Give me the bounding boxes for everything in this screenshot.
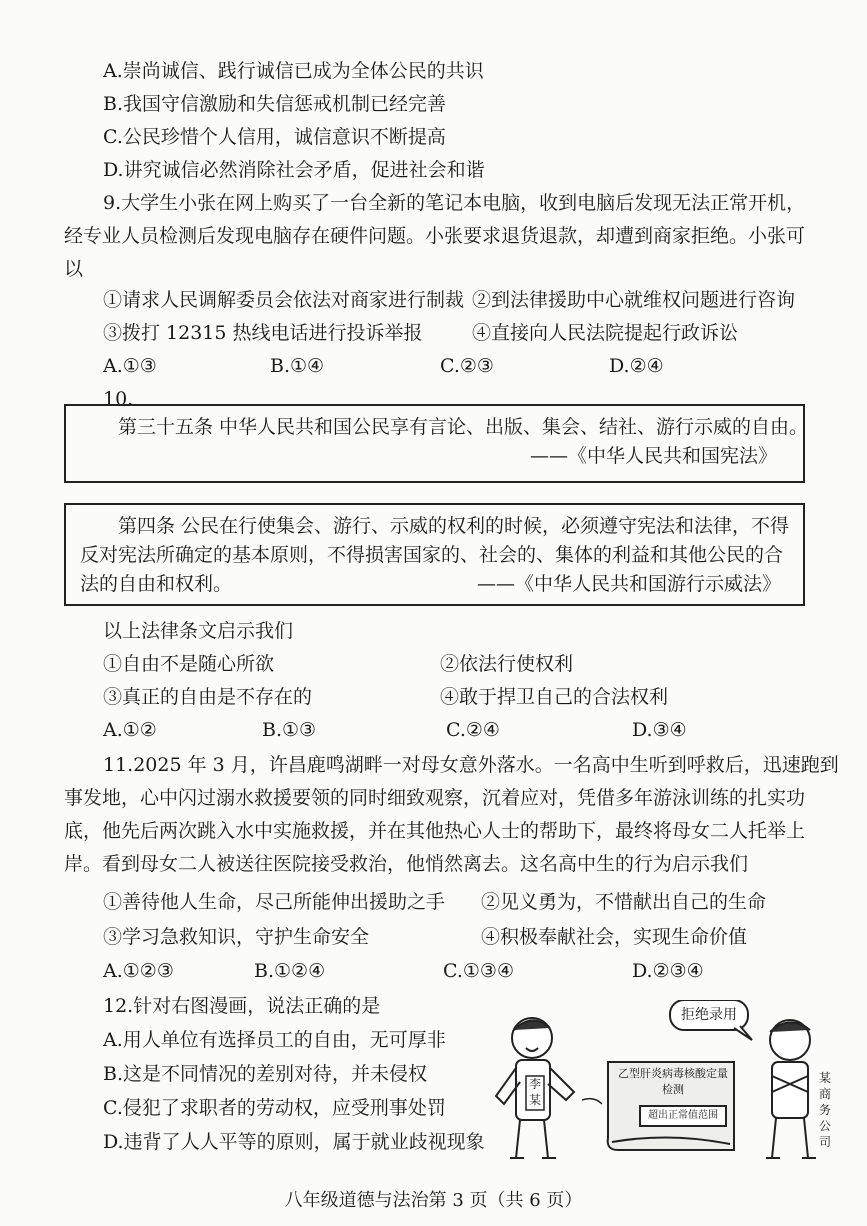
q10-assembly-law-line-1: 第四条 公民在行使集会、游行、示威的权利的时候，必须遵守宪法和法律，不得 [118,515,790,537]
q10-statement-2: ②依法行使权利 [440,653,574,675]
q9-choice-a: A.①③ [103,355,157,377]
q10-assembly-law-line-3: 法的自由和权利。 [80,573,233,595]
q11-stem-line-4: 岸。看到母女二人被送往医院接受救治，他悄然离去。这名高中生的行为启示我们 [64,853,749,875]
q11-statement-3: ③学习急救知识，守护生命安全 [103,926,370,948]
q10-statement-4: ④敢于捍卫自己的合法权利 [440,686,669,708]
q10-statement-3: ③真正的自由是不存在的 [103,686,313,708]
q11-choice-b: B.①②④ [254,960,326,982]
q11-statement-2: ②见义勇为，不惜献出自己的生命 [481,891,767,913]
q10-choice-a: A.①② [103,719,157,741]
q9-stem-line-3: 以 [64,258,84,280]
q8-option-c: C.公民珍惜个人信用，诚信意识不断提高 [103,126,446,148]
q12-option-c: C.侵犯了求职者的劳动权，应受刑事处罚 [103,1097,446,1119]
q10-constitution-source: ——《中华人民共和国宪法》 [529,445,777,467]
q10-choice-d: D.③④ [632,719,687,741]
q10-constitution-quote-box [64,404,809,483]
q9-stem-line-2: 经专业人员检测后发现电脑存在硬件问题。小张要求退货退款，却遭到商家拒绝。小张可 [64,225,806,247]
q10-number: 10. [103,388,134,410]
q9-statement-2: ②到法律援助中心就维权问题进行咨询 [472,289,796,311]
q10-assembly-law-source: ——《中华人民共和国游行示威法》 [476,573,781,595]
page-footer: 八年级道德与法治第 3 页（共 6 页） [284,1190,583,1211]
q12-option-b: B.这是不同情况的差别对待，并未侵权 [103,1063,428,1085]
q10-constitution-text: 第三十五条 中华人民共和国公民享有言论、出版、集会、结社、游行示威的自由。 [118,416,809,438]
q11-choice-c: C.①③④ [443,960,514,982]
comic-speech-bubble-text: 拒绝录用 [681,1007,737,1023]
q9-stem-line-1: 9.大学生小张在网上购买了一台全新的笔记本电脑，收到电脑后发现无法正常开机， [103,192,806,214]
q10-assembly-law-line-2: 反对宪法所确定的基本原则，不得损害国家的、社会的、集体的利益和其他公民的合 [80,544,784,566]
q11-stem-line-1: 11.2025 年 3 月，许昌鹿鸣湖畔一对母女意外落水。一名高中生听到呼救后，迅速跑到 [103,754,839,776]
q12-option-a: A.用人单位有选择员工的自由，无可厚非 [103,1029,446,1051]
q11-statement-1: ①善待他人生命，尽己所能伸出援助之手 [103,891,446,913]
q10-lead: 以上法律条文启示我们 [103,620,294,642]
q8-option-d: D.讲究诚信必然消除社会矛盾，促进社会和谐 [103,159,485,181]
q9-choice-c: C.②③ [440,355,494,377]
comic-company-label: 某商务公司 [818,1071,831,1149]
q11-statement-4: ④积极奉献社会，实现生命价值 [481,926,748,948]
q11-choice-a: A.①②③ [103,960,174,982]
q12-comic [490,1000,850,1165]
q9-choice-d: D.②④ [609,355,664,377]
q10-assembly-law-quote-box [64,503,805,606]
q9-statement-1: ①请求人民调解委员会依法对商家进行制裁 [103,289,465,311]
q8-option-a: A.崇尚诚信、践行诚信已成为全体公民的共识 [103,60,484,82]
comic-report-title: 乙型肝炎病毒核酸定量检测 [618,1067,728,1096]
q9-choice-b: B.①④ [270,355,325,377]
q10-choice-b: B.①③ [262,719,317,741]
q9-statement-3: ③拨打 12315 热线电话进行投诉举报 [103,322,423,344]
q12-stem: 12.针对右图漫画，说法正确的是 [103,995,381,1017]
q10-statement-1: ①自由不是随心所欲 [103,653,275,675]
comic-shirt-label: 李某 [528,1077,541,1107]
q11-stem-line-2: 事发地，心中闪过溺水救援要领的同时细致观察，沉着应对，凭借多年游泳训练的扎实功 [64,787,806,809]
employer-figure [766,1020,816,1158]
q8-option-b: B.我国守信激励和失信惩戒机制已经完善 [103,93,447,115]
comic-report-result: 超出正常值范围 [648,1110,718,1121]
q9-statement-4: ④直接向人民法院提起行政诉讼 [472,322,739,344]
q11-choice-d: D.②③④ [632,960,704,982]
q11-stem-line-3: 底，他先后两次跳入水中实施救援，并在其他热心人士的帮助下，最终将母女二人托举上 [64,820,806,842]
q10-choice-c: C.②④ [446,719,500,741]
q12-option-d: D.违背了人人平等的原则，属于就业歧视现象 [103,1131,485,1153]
